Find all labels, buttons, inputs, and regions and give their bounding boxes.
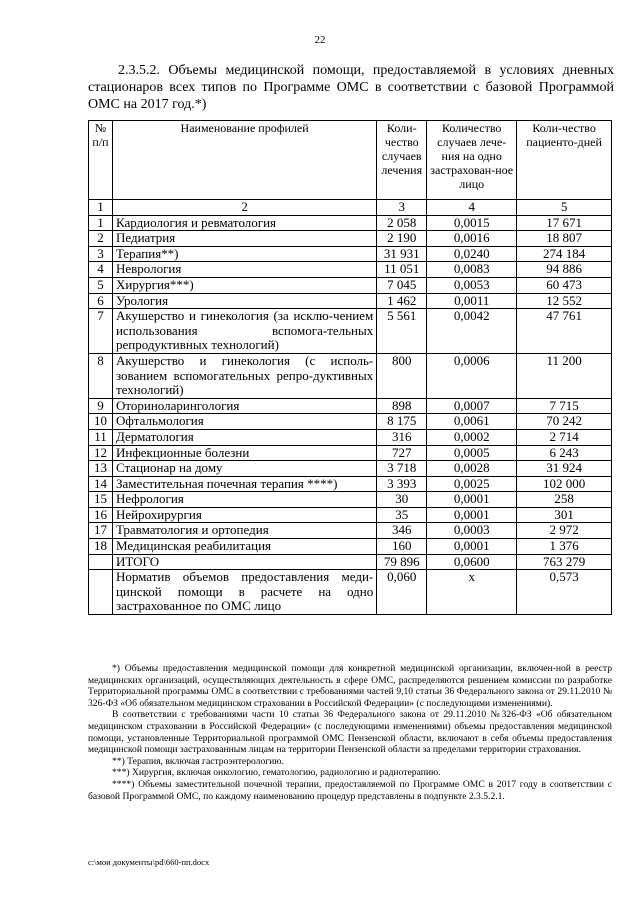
row-per-person: 0,0042 xyxy=(427,309,517,354)
row-days: 18 807 xyxy=(517,231,612,247)
total-per-person: 0,0600 xyxy=(427,554,517,570)
row-num: 2 xyxy=(89,231,113,247)
norm-num-cell xyxy=(89,570,113,615)
row-cases: 316 xyxy=(377,429,427,445)
footnote: *) Объемы предоставления медицинской помощи для конкретной медицинской организации, включен-ной в реестр медицинских организаций, осуществляющих деятельность в сфере ОМС, распределяются решением комиссии по разработке Территориальной программы ОМС в соответствии с требованиями частей 9,10 статьи 36 Федерального закона от 29.11.2010 № 326-ФЗ «Об обязательном медицинском страховании в Российской Федерации» (с последующими изменениями). xyxy=(88,663,612,709)
row-cases: 2 058 xyxy=(377,215,427,231)
norm-label: Норматив объемов предоставления меди-цинской помощи в расчете на одно застрахованное по ОМС лицо xyxy=(112,570,376,615)
row-name: Нефрология xyxy=(112,492,376,508)
row-days: 11 200 xyxy=(517,353,612,398)
table-row xyxy=(89,539,612,555)
row-name: Медицинская реабилитация xyxy=(112,539,376,555)
row-per-person: 0,0001 xyxy=(427,539,517,555)
row-per-person: 0,0053 xyxy=(427,277,517,293)
total-row xyxy=(89,554,612,570)
row-days: 17 671 xyxy=(517,215,612,231)
row-name: Нейрохирургия xyxy=(112,507,376,523)
row-cases: 1 462 xyxy=(377,293,427,309)
footnote: **) Терапия, включая гастроэнтерологию. xyxy=(112,755,284,767)
row-name: Неврология xyxy=(112,262,376,278)
footnote: ***) Хирургия, включая онкологию, гематологию, радиологию и радиотерапию. xyxy=(112,767,441,779)
row-per-person: 0,0028 xyxy=(427,461,517,477)
row-per-person: 0,0001 xyxy=(427,507,517,523)
row-name: Дерматология xyxy=(112,429,376,445)
row-name: Хирургия***) xyxy=(112,277,376,293)
row-num: 6 xyxy=(89,293,113,309)
index-cell: 3 xyxy=(377,200,427,216)
row-days: 1 376 xyxy=(517,539,612,555)
table-row xyxy=(89,246,612,262)
row-cases: 160 xyxy=(377,539,427,555)
row-days: 94 886 xyxy=(517,262,612,278)
row-num: 16 xyxy=(89,507,113,523)
row-cases: 5 561 xyxy=(377,309,427,354)
index-cell: 5 xyxy=(517,200,612,216)
row-cases: 35 xyxy=(377,507,427,523)
row-num: 10 xyxy=(89,414,113,430)
row-num: 18 xyxy=(89,539,113,555)
norm-cases: 0,060 xyxy=(377,570,427,615)
row-days: 12 552 xyxy=(517,293,612,309)
table-row xyxy=(89,461,612,477)
row-per-person: 0,0240 xyxy=(427,246,517,262)
header-per-person: Количество случаев лече-ния на одно застрахован-ное лицо xyxy=(427,121,517,200)
footnote: В соответствии с требованиями части 10 статьи 36 Федерального закона от 29.11.2010 №326-ФЗ «Об обязательном медицинском страховании в Российской Федерации» (с последующими изменениями) объемы предоставления медицинской помощи, установленные Территориальной программой ОМС Пензенской области, включают в себя объемы предоставления медицинской помощи застрахованным лицам на территории Пензенской области за пределами территории страхования. xyxy=(88,709,612,756)
row-name: Травматология и ортопедия xyxy=(112,523,376,539)
row-name: Заместительная почечная терапия ****) xyxy=(112,476,376,492)
row-name: Педиатрия xyxy=(112,231,376,247)
row-name: Акушерство и гинекология (за исклю-чением использования вспомога-тельных репродуктивных технологий) xyxy=(112,309,376,354)
table-row xyxy=(89,277,612,293)
total-cases: 79 896 xyxy=(377,554,427,570)
header-num: № п/п xyxy=(89,121,113,200)
row-num: 3 xyxy=(89,246,113,262)
row-days: 2 714 xyxy=(517,429,612,445)
table-row xyxy=(89,445,612,461)
row-per-person: 0,0083 xyxy=(427,262,517,278)
table-row xyxy=(89,309,612,354)
total-label: ИТОГО xyxy=(112,554,376,570)
row-num: 12 xyxy=(89,445,113,461)
table-row xyxy=(89,231,612,247)
footnotes xyxy=(88,663,612,802)
section-heading xyxy=(88,62,614,113)
table-row xyxy=(89,262,612,278)
row-name: Урология xyxy=(112,293,376,309)
header-cases: Коли-чество случаев лечения xyxy=(377,121,427,200)
total-num-cell xyxy=(89,554,113,570)
row-cases: 3 718 xyxy=(377,461,427,477)
total-days: 763 279 xyxy=(517,554,612,570)
row-num: 15 xyxy=(89,492,113,508)
row-cases: 898 xyxy=(377,398,427,414)
table-row xyxy=(89,215,612,231)
row-per-person: 0,0015 xyxy=(427,215,517,231)
row-per-person: 0,0003 xyxy=(427,523,517,539)
norm-per-person: х xyxy=(427,570,517,615)
row-num: 1 xyxy=(89,215,113,231)
row-name: Кардиология и ревматология xyxy=(112,215,376,231)
norm-row xyxy=(89,570,612,615)
row-num: 4 xyxy=(89,262,113,278)
table-row xyxy=(89,353,612,398)
row-per-person: 0,0007 xyxy=(427,398,517,414)
row-num: 8 xyxy=(89,353,113,398)
row-days: 60 473 xyxy=(517,277,612,293)
row-per-person: 0,0016 xyxy=(427,231,517,247)
row-cases: 8 175 xyxy=(377,414,427,430)
section-heading-text: 2.3.5.2. Объемы медицинской помощи, предоставляемой в условиях дневных стационаров всех типов по Программе ОМС в соответствии с базовой Программой ОМС на 2017 год.*) xyxy=(88,63,614,112)
row-days: 7 715 xyxy=(517,398,612,414)
column-index-row xyxy=(89,200,612,216)
row-per-person: 0,0001 xyxy=(427,492,517,508)
row-num: 7 xyxy=(89,309,113,354)
row-days: 6 243 xyxy=(517,445,612,461)
row-name: Оториноларингология xyxy=(112,398,376,414)
row-days: 70 242 xyxy=(517,414,612,430)
row-cases: 2 190 xyxy=(377,231,427,247)
row-per-person: 0,0011 xyxy=(427,293,517,309)
row-days: 301 xyxy=(517,507,612,523)
row-name: Акушерство и гинекология (с исполь-зованием вспомогательных репро-дуктивных технологий) xyxy=(112,353,376,398)
row-cases: 800 xyxy=(377,353,427,398)
row-num: 17 xyxy=(89,523,113,539)
table-row xyxy=(89,429,612,445)
table-row xyxy=(89,398,612,414)
row-per-person: 0,0006 xyxy=(427,353,517,398)
norm-days: 0,573 xyxy=(517,570,612,615)
row-cases: 30 xyxy=(377,492,427,508)
table-row xyxy=(89,523,612,539)
row-name: Стационар на дому xyxy=(112,461,376,477)
row-cases: 11 051 xyxy=(377,262,427,278)
row-num: 14 xyxy=(89,476,113,492)
row-name: Офтальмология xyxy=(112,414,376,430)
table-row xyxy=(89,507,612,523)
row-cases: 727 xyxy=(377,445,427,461)
index-cell: 1 xyxy=(89,200,113,216)
table-row xyxy=(89,476,612,492)
header-name: Наименование профилей xyxy=(112,121,376,200)
row-cases: 3 393 xyxy=(377,476,427,492)
row-cases: 346 xyxy=(377,523,427,539)
index-cell: 4 xyxy=(427,200,517,216)
row-num: 13 xyxy=(89,461,113,477)
page-number: 22 xyxy=(314,34,326,46)
index-cell: 2 xyxy=(112,200,376,216)
row-name: Инфекционные болезни xyxy=(112,445,376,461)
row-num: 9 xyxy=(89,398,113,414)
table-header-row xyxy=(89,121,612,200)
row-cases: 31 931 xyxy=(377,246,427,262)
row-per-person: 0,0061 xyxy=(427,414,517,430)
row-days: 258 xyxy=(517,492,612,508)
header-patient-days: Коли-чество пациенто-дней xyxy=(517,121,612,200)
row-days: 274 184 xyxy=(517,246,612,262)
row-per-person: 0,0025 xyxy=(427,476,517,492)
row-cases: 7 045 xyxy=(377,277,427,293)
row-days: 102 000 xyxy=(517,476,612,492)
table-row xyxy=(89,293,612,309)
row-num: 11 xyxy=(89,429,113,445)
row-num: 5 xyxy=(89,277,113,293)
row-days: 47 761 xyxy=(517,309,612,354)
table-row xyxy=(89,414,612,430)
footnote: ****) Объемы заместительной почечной терапии, предоставляемой по Программе ОМС в 2017 году в соответствии с базовой Программой ОМС, по каждому наименованию процедур представлены в подпункте 2.3.5.2.1. xyxy=(88,778,612,802)
row-name: Терапия**) xyxy=(112,246,376,262)
row-days: 31 924 xyxy=(517,461,612,477)
file-path: c:\мои документы\pd\660-пп.docx xyxy=(88,857,210,867)
volumes-table xyxy=(88,120,612,615)
row-days: 2 972 xyxy=(517,523,612,539)
row-per-person: 0,0002 xyxy=(427,429,517,445)
table-body xyxy=(89,215,612,554)
row-per-person: 0,0005 xyxy=(427,445,517,461)
table-row xyxy=(89,492,612,508)
